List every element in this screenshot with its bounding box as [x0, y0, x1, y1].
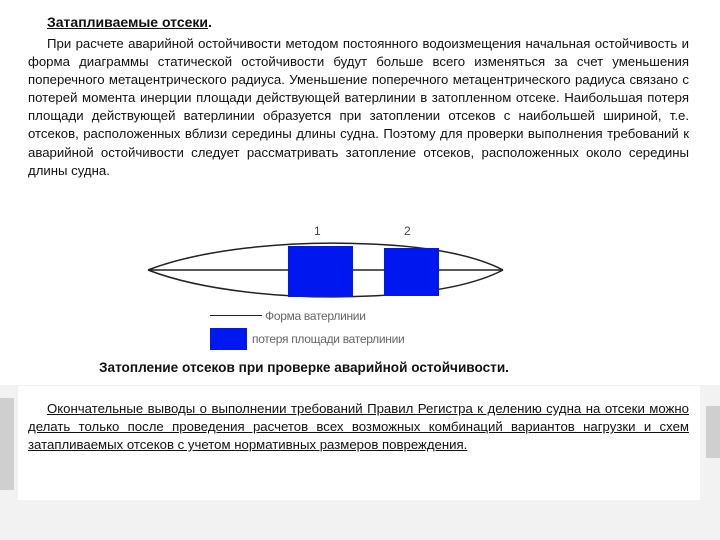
diagram-caption: Затопление отсеков при проверке аварийной остойчивости.: [99, 360, 509, 375]
section-paragraph: При расчете аварийной остойчивости методом постоянного водоизмещения начальная остойчивость и форма диаграммы статической остойчивости будут больше всего изменяться за счет уменьшения поперечного метацентрического радиуса. Уменьшение поперечного метацентрического радиуса связано с потерей момента инерции площади действующей ватерлинии в затопленном отсеке. Наибольшая потеря площади действующей ватерлинии образуется при затоплении отсеков с наибольшей шириной, т.е. отсеков, расположенных вблизи середины длины судна. Поэтому для проверки выполнения требований к аварийной остойчивости следует рассматривать затопление отсеков, расположенных около середины длины судна.: [28, 36, 689, 178]
compartment-label-1: 1: [314, 224, 321, 238]
section-title-punct: .: [208, 14, 212, 30]
compartment-2-flooded: [384, 248, 439, 296]
legend-waterline-shape: Форма ватерлинии: [265, 309, 366, 323]
compartment-label-2: 2: [404, 224, 411, 238]
legend-lost-area: потеря площади ватерлинии: [252, 332, 405, 346]
legend-outline-swatch: [210, 315, 262, 316]
legend-flooded-swatch: [210, 328, 247, 350]
section-title-text: Затапливаемые отсеки: [47, 14, 209, 30]
conclusion-paragraph: Окончательные выводы о выполнении требований Правил Регистра к делению судна на отсеки можно делать только после проведения расчетов всех возможных комбинаций вариантов нагрузки и схем затапливаемых отсеков с учетом нормативных размеров повреждения.: [28, 401, 689, 453]
compartment-1-flooded: [288, 246, 353, 297]
